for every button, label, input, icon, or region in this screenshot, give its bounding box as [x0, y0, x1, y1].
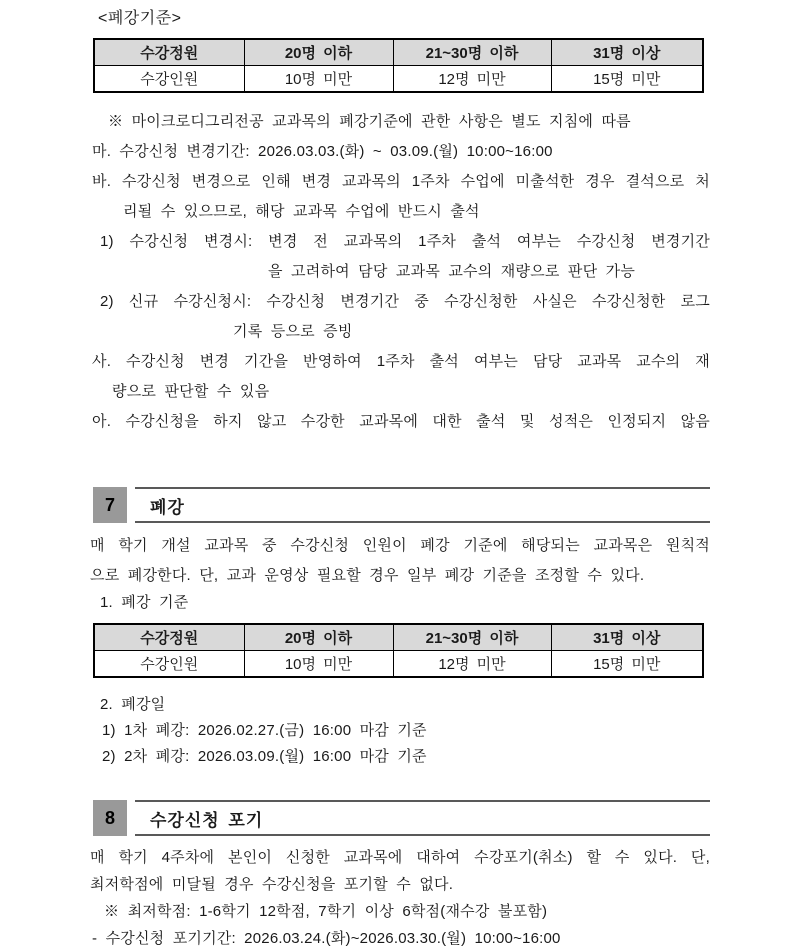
table-header-cell: 21~30명 이하 [393, 624, 551, 651]
waiver-period-line: - 수강신청 포기기간: 2026.03.24.(화)~2026.03.30.(월) 10:00~16:00 [92, 930, 561, 947]
table-cell: 15명 미만 [551, 651, 703, 678]
table-cell: 12명 미만 [393, 651, 551, 678]
section-number-badge: 8 [93, 800, 127, 836]
section8-title: 수강신청 포기 [150, 810, 264, 830]
table-cell: 10명 미만 [244, 651, 393, 678]
item-sa-line1: 사. 수강신청 변경 기간을 반영하여 1주차 출석 여부는 담당 교과목 교수의 재 [92, 353, 710, 370]
table-header-cell: 수강정원 [94, 624, 244, 651]
closure-date-subtitle: 2. 폐강일 [100, 696, 166, 713]
table-header-cell: 31명 이상 [551, 624, 703, 651]
section7-title: 폐강 [150, 497, 185, 517]
subitem1-line2: 을 고려하여 담당 교과목 교수의 재량으로 판단 가능 [268, 263, 636, 280]
subitem2-line2: 기록 등으로 증빙 [233, 323, 353, 340]
closure-criteria-table-section7 [93, 623, 704, 678]
section8-paragraph-line1: 매 학기 4주차에 본인이 신청한 교과목에 대하여 수강포기(취소) 할 수 있다. 단, [90, 849, 710, 866]
table-header-row [94, 624, 703, 651]
section-number-badge: 7 [93, 487, 127, 523]
section-title-rule [135, 800, 710, 836]
closure-date-2: 2) 2차 폐강: 2026.03.09.(월) 16:00 마감 기준 [102, 748, 427, 765]
section8-paragraph-line2: 최저학점에 미달될 경우 수강신청을 포기할 수 없다. [90, 876, 454, 893]
table-header-cell: 20명 이하 [244, 39, 393, 66]
table-cell: 수강인원 [94, 66, 244, 93]
table-row [94, 66, 703, 93]
subitem2-line1: 2) 신규 수강신청시: 수강신청 변경기간 중 수강신청한 사실은 수강신청한 로그 [100, 293, 710, 310]
closure-date-1: 1) 1차 폐강: 2026.02.27.(금) 16:00 마감 기준 [102, 722, 427, 739]
table-cell: 수강인원 [94, 651, 244, 678]
closure-criteria-subtitle: 1. 폐강 기준 [100, 594, 189, 611]
table-header-row [94, 39, 703, 66]
item-ma-change-period: 마. 수강신청 변경기간: 2026.03.03.(화) ~ 03.09.(월) 10:00~16:00 [92, 143, 553, 160]
table-header-cell: 수강정원 [94, 39, 244, 66]
item-ba-line2: 리될 수 있으므로, 해당 교과목 수업에 반드시 출석 [123, 203, 480, 220]
document-content [90, 0, 710, 952]
item-a-line: 아. 수강신청을 하지 않고 수강한 교과목에 대한 출석 및 성적은 인정되지 않음 [92, 413, 710, 430]
closure-criteria-heading: <폐강기준> [98, 10, 182, 27]
section7-header [93, 487, 710, 523]
table-header-cell: 21~30명 이하 [393, 39, 551, 66]
min-credit-note: ※ 최저학점: 1-6학기 12학점, 7학기 이상 6학점(재수강 불포함) [104, 903, 548, 920]
section7-paragraph-line2: 으로 폐강한다. 단, 교과 운영상 필요할 경우 일부 폐강 기준을 조정할 수 있다. [90, 567, 645, 584]
section8-header [93, 800, 710, 836]
table-header-cell: 20명 이하 [244, 624, 393, 651]
section-title-rule [135, 487, 710, 523]
table-cell: 15명 미만 [551, 66, 703, 93]
subitem1-line1: 1) 수강신청 변경시: 변경 전 교과목의 1주차 출석 여부는 수강신청 변경기간 [100, 233, 710, 250]
item-ba-line1: 바. 수강신청 변경으로 인해 변경 교과목의 1주차 수업에 미출석한 경우 결석으로 처 [92, 173, 710, 190]
table-header-cell: 31명 이상 [551, 39, 703, 66]
item-sa-line2: 량으로 판단할 수 있음 [112, 383, 270, 400]
table-cell: 10명 미만 [244, 66, 393, 93]
table-cell: 12명 미만 [393, 66, 551, 93]
section7-paragraph-line1: 매 학기 개설 교과목 중 수강신청 인원이 폐강 기준에 해당되는 교과목은 원칙적 [90, 537, 710, 554]
micro-degree-note: ※ 마이크로디그리전공 교과목의 폐강기준에 관한 사항은 별도 지침에 따름 [108, 113, 631, 130]
closure-criteria-table-top [93, 38, 704, 93]
table-row [94, 651, 703, 678]
